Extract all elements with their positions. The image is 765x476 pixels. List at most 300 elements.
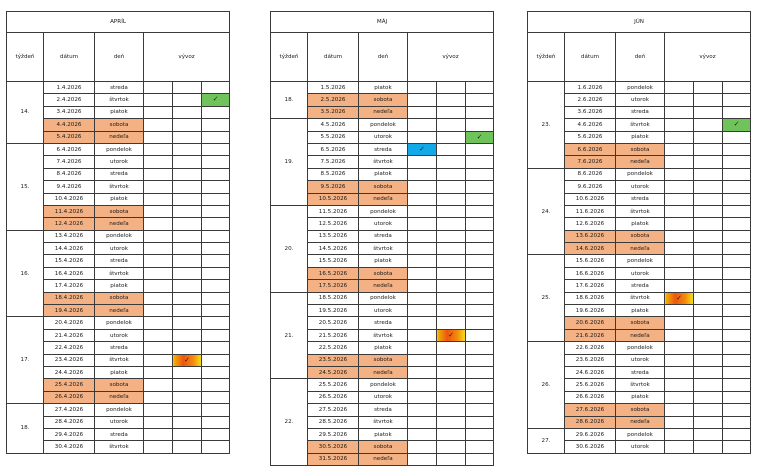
export-cell[interactable] bbox=[144, 94, 173, 106]
export-cell[interactable] bbox=[723, 280, 751, 292]
export-cell[interactable] bbox=[144, 156, 173, 168]
export-cell[interactable] bbox=[408, 243, 437, 255]
export-cell[interactable] bbox=[723, 354, 751, 366]
export-cell[interactable] bbox=[665, 416, 694, 428]
export-cell[interactable] bbox=[202, 404, 230, 416]
day-row bbox=[271, 292, 494, 304]
export-cell[interactable] bbox=[694, 255, 723, 267]
export-cell[interactable] bbox=[723, 441, 751, 453]
export-cell[interactable] bbox=[723, 305, 751, 317]
export-cell[interactable] bbox=[144, 354, 173, 366]
export-cell[interactable] bbox=[144, 342, 173, 354]
day-name-cell: nedeľa bbox=[95, 131, 144, 143]
export-cell[interactable] bbox=[202, 441, 230, 453]
export-cell[interactable] bbox=[173, 205, 202, 217]
export-cell[interactable] bbox=[665, 354, 694, 366]
export-cell[interactable] bbox=[466, 230, 494, 242]
export-cell[interactable] bbox=[723, 131, 751, 143]
export-cell[interactable] bbox=[408, 230, 437, 242]
export-cell[interactable] bbox=[144, 230, 173, 242]
export-cell[interactable] bbox=[466, 94, 494, 106]
export-cell[interactable] bbox=[437, 218, 466, 230]
export-cell[interactable] bbox=[437, 143, 466, 155]
export-cell[interactable] bbox=[665, 168, 694, 180]
export-cell[interactable] bbox=[202, 280, 230, 292]
checkmark-icon: ✓ bbox=[184, 355, 190, 364]
export-cell[interactable] bbox=[202, 255, 230, 267]
export-cell[interactable] bbox=[437, 404, 466, 416]
export-cell[interactable] bbox=[408, 379, 437, 391]
export-cell[interactable] bbox=[408, 218, 437, 230]
export-cell[interactable] bbox=[466, 292, 494, 304]
export-cell[interactable] bbox=[408, 292, 437, 304]
export-cell[interactable] bbox=[173, 292, 202, 304]
export-cell[interactable] bbox=[466, 366, 494, 378]
export-cell[interactable] bbox=[723, 156, 751, 168]
date-cell: 19.4.2026 bbox=[44, 305, 95, 317]
date-cell: 13.4.2026 bbox=[44, 230, 95, 242]
export-cell[interactable] bbox=[694, 292, 723, 304]
date-cell: 22.4.2026 bbox=[44, 342, 95, 354]
export-cell[interactable] bbox=[466, 143, 494, 155]
export-cell[interactable] bbox=[723, 366, 751, 378]
export-cell[interactable] bbox=[694, 366, 723, 378]
export-cell[interactable] bbox=[665, 218, 694, 230]
export-cell[interactable] bbox=[665, 329, 694, 341]
export-cell[interactable] bbox=[144, 205, 173, 217]
export-cell[interactable] bbox=[694, 106, 723, 118]
export-cell[interactable] bbox=[408, 441, 437, 453]
export-cell[interactable] bbox=[437, 230, 466, 242]
export-cell[interactable] bbox=[694, 230, 723, 242]
export-cell[interactable] bbox=[694, 329, 723, 341]
export-cell[interactable] bbox=[437, 267, 466, 279]
export-cell[interactable] bbox=[202, 391, 230, 403]
export-cell[interactable] bbox=[723, 342, 751, 354]
export-cell[interactable] bbox=[466, 428, 494, 440]
export-cell[interactable] bbox=[437, 156, 466, 168]
export-cell[interactable] bbox=[694, 416, 723, 428]
export-cell[interactable] bbox=[408, 428, 437, 440]
export-cell[interactable] bbox=[466, 156, 494, 168]
export-cell[interactable] bbox=[665, 106, 694, 118]
export-cell[interactable] bbox=[665, 441, 694, 453]
export-cell-marked[interactable] bbox=[437, 329, 466, 341]
export-cell[interactable] bbox=[723, 205, 751, 217]
export-cell[interactable] bbox=[723, 168, 751, 180]
export-cell[interactable] bbox=[144, 428, 173, 440]
export-cell[interactable] bbox=[144, 119, 173, 131]
export-cell[interactable] bbox=[466, 255, 494, 267]
export-cell[interactable] bbox=[665, 255, 694, 267]
export-cell[interactable] bbox=[173, 82, 202, 94]
export-cell[interactable] bbox=[173, 404, 202, 416]
export-cell[interactable] bbox=[466, 354, 494, 366]
export-cell[interactable] bbox=[173, 143, 202, 155]
export-cell[interactable] bbox=[202, 267, 230, 279]
export-cell[interactable] bbox=[723, 255, 751, 267]
export-cell[interactable] bbox=[408, 131, 437, 143]
export-cell[interactable] bbox=[408, 366, 437, 378]
header-row bbox=[7, 33, 230, 82]
export-cell[interactable] bbox=[144, 193, 173, 205]
export-cell[interactable] bbox=[173, 416, 202, 428]
export-cell[interactable] bbox=[173, 342, 202, 354]
export-cell[interactable] bbox=[408, 453, 437, 465]
export-cell[interactable] bbox=[665, 404, 694, 416]
export-cell[interactable] bbox=[437, 82, 466, 94]
export-cell[interactable] bbox=[665, 156, 694, 168]
export-cell[interactable] bbox=[665, 205, 694, 217]
export-cell[interactable] bbox=[144, 416, 173, 428]
export-cell[interactable] bbox=[723, 218, 751, 230]
export-cell[interactable] bbox=[408, 329, 437, 341]
export-cell[interactable] bbox=[466, 218, 494, 230]
export-cell-marked[interactable] bbox=[202, 94, 230, 106]
export-cell[interactable] bbox=[723, 317, 751, 329]
export-cell[interactable] bbox=[173, 329, 202, 341]
export-cell[interactable] bbox=[466, 416, 494, 428]
export-cell[interactable] bbox=[408, 94, 437, 106]
export-cell[interactable] bbox=[437, 255, 466, 267]
export-cell[interactable] bbox=[694, 317, 723, 329]
export-cell[interactable] bbox=[723, 428, 751, 440]
export-cell[interactable] bbox=[694, 441, 723, 453]
export-cell[interactable] bbox=[723, 379, 751, 391]
export-cell[interactable] bbox=[665, 230, 694, 242]
export-cell[interactable] bbox=[466, 119, 494, 131]
date-cell: 14.5.2026 bbox=[308, 243, 359, 255]
export-cell[interactable] bbox=[144, 181, 173, 193]
export-cell[interactable] bbox=[144, 168, 173, 180]
date-cell: 6.5.2026 bbox=[308, 143, 359, 155]
export-cell[interactable] bbox=[202, 181, 230, 193]
export-cell[interactable] bbox=[723, 329, 751, 341]
export-cell[interactable] bbox=[144, 82, 173, 94]
day-name-cell: nedeľa bbox=[616, 156, 665, 168]
export-cell[interactable] bbox=[437, 119, 466, 131]
export-cell[interactable] bbox=[173, 305, 202, 317]
export-cell[interactable] bbox=[665, 94, 694, 106]
export-cell[interactable] bbox=[723, 416, 751, 428]
export-cell[interactable] bbox=[144, 366, 173, 378]
export-cell[interactable] bbox=[466, 329, 494, 341]
export-cell[interactable] bbox=[694, 305, 723, 317]
export-cell[interactable] bbox=[665, 305, 694, 317]
export-cell[interactable] bbox=[144, 255, 173, 267]
day-name-cell: nedeľa bbox=[359, 106, 408, 118]
export-cell[interactable] bbox=[723, 82, 751, 94]
export-cell[interactable] bbox=[437, 354, 466, 366]
export-cell[interactable] bbox=[466, 441, 494, 453]
export-cell[interactable] bbox=[665, 428, 694, 440]
export-cell[interactable] bbox=[665, 379, 694, 391]
export-cell-marked[interactable] bbox=[466, 131, 494, 143]
export-cell[interactable] bbox=[694, 218, 723, 230]
export-cell[interactable] bbox=[144, 404, 173, 416]
export-cell[interactable] bbox=[173, 391, 202, 403]
export-cell[interactable] bbox=[694, 391, 723, 403]
export-cell[interactable] bbox=[694, 156, 723, 168]
export-cell[interactable] bbox=[173, 428, 202, 440]
export-cell[interactable] bbox=[694, 379, 723, 391]
export-cell[interactable] bbox=[173, 255, 202, 267]
export-cell[interactable] bbox=[173, 94, 202, 106]
export-cell[interactable] bbox=[173, 243, 202, 255]
export-cell[interactable] bbox=[723, 391, 751, 403]
export-header: vývoz bbox=[408, 33, 494, 82]
export-cell[interactable] bbox=[723, 106, 751, 118]
export-cell[interactable] bbox=[437, 94, 466, 106]
export-cell[interactable] bbox=[202, 156, 230, 168]
day-name-cell: piatok bbox=[95, 280, 144, 292]
export-cell[interactable] bbox=[466, 181, 494, 193]
export-cell[interactable] bbox=[144, 379, 173, 391]
export-cell[interactable] bbox=[144, 218, 173, 230]
export-cell[interactable] bbox=[202, 131, 230, 143]
export-cell[interactable] bbox=[665, 366, 694, 378]
export-cell[interactable] bbox=[144, 106, 173, 118]
export-cell[interactable] bbox=[665, 342, 694, 354]
export-cell[interactable] bbox=[173, 181, 202, 193]
export-cell[interactable] bbox=[437, 280, 466, 292]
export-cell[interactable] bbox=[173, 317, 202, 329]
month-title-row bbox=[528, 12, 751, 33]
export-cell[interactable] bbox=[665, 280, 694, 292]
export-cell[interactable] bbox=[694, 205, 723, 217]
export-cell[interactable] bbox=[437, 181, 466, 193]
export-cell[interactable] bbox=[723, 404, 751, 416]
export-cell[interactable] bbox=[202, 379, 230, 391]
date-cell: 22.5.2026 bbox=[308, 342, 359, 354]
export-cell[interactable] bbox=[665, 119, 694, 131]
export-cell[interactable] bbox=[408, 106, 437, 118]
export-cell[interactable] bbox=[173, 193, 202, 205]
export-cell[interactable] bbox=[408, 205, 437, 217]
export-cell[interactable] bbox=[173, 441, 202, 453]
export-cell[interactable] bbox=[437, 131, 466, 143]
day-row bbox=[7, 317, 230, 329]
export-cell[interactable] bbox=[466, 391, 494, 403]
export-cell[interactable] bbox=[665, 317, 694, 329]
export-cell[interactable] bbox=[173, 230, 202, 242]
export-cell[interactable] bbox=[437, 416, 466, 428]
export-cell[interactable] bbox=[437, 193, 466, 205]
export-cell[interactable] bbox=[173, 156, 202, 168]
export-cell[interactable] bbox=[202, 354, 230, 366]
export-cell[interactable] bbox=[694, 181, 723, 193]
date-cell: 8.6.2026 bbox=[565, 168, 616, 180]
export-cell[interactable] bbox=[202, 428, 230, 440]
export-cell[interactable] bbox=[408, 255, 437, 267]
export-cell[interactable] bbox=[694, 428, 723, 440]
export-cell[interactable] bbox=[408, 416, 437, 428]
export-cell[interactable] bbox=[202, 218, 230, 230]
export-cell[interactable] bbox=[665, 131, 694, 143]
export-cell[interactable] bbox=[694, 94, 723, 106]
export-cell[interactable] bbox=[437, 243, 466, 255]
export-cell[interactable] bbox=[694, 342, 723, 354]
export-cell[interactable] bbox=[144, 131, 173, 143]
export-cell[interactable] bbox=[466, 342, 494, 354]
export-cell[interactable] bbox=[694, 280, 723, 292]
export-cell[interactable] bbox=[694, 267, 723, 279]
export-cell[interactable] bbox=[144, 292, 173, 304]
export-cell[interactable] bbox=[437, 441, 466, 453]
day-name-cell: utorok bbox=[359, 391, 408, 403]
export-cell[interactable] bbox=[466, 106, 494, 118]
export-cell[interactable] bbox=[202, 317, 230, 329]
export-cell[interactable] bbox=[466, 168, 494, 180]
export-cell[interactable] bbox=[466, 317, 494, 329]
day-name-cell: utorok bbox=[359, 305, 408, 317]
export-cell[interactable] bbox=[694, 131, 723, 143]
export-cell[interactable] bbox=[665, 82, 694, 94]
export-cell[interactable] bbox=[437, 453, 466, 465]
export-cell[interactable] bbox=[437, 205, 466, 217]
export-cell[interactable] bbox=[144, 280, 173, 292]
export-cell[interactable] bbox=[723, 267, 751, 279]
export-cell[interactable] bbox=[723, 193, 751, 205]
export-cell[interactable] bbox=[173, 280, 202, 292]
export-cell[interactable] bbox=[466, 305, 494, 317]
export-cell[interactable] bbox=[437, 391, 466, 403]
export-cell[interactable] bbox=[437, 342, 466, 354]
export-cell[interactable] bbox=[723, 230, 751, 242]
export-cell[interactable] bbox=[437, 366, 466, 378]
export-cell[interactable] bbox=[173, 218, 202, 230]
export-cell[interactable] bbox=[408, 391, 437, 403]
export-cell[interactable] bbox=[466, 82, 494, 94]
export-cell[interactable] bbox=[144, 391, 173, 403]
export-cell[interactable] bbox=[665, 181, 694, 193]
export-cell[interactable] bbox=[202, 119, 230, 131]
export-cell[interactable] bbox=[694, 119, 723, 131]
export-cell[interactable] bbox=[173, 119, 202, 131]
export-cell[interactable] bbox=[437, 317, 466, 329]
export-cell[interactable] bbox=[665, 143, 694, 155]
export-cell[interactable] bbox=[173, 366, 202, 378]
export-cell[interactable] bbox=[665, 267, 694, 279]
export-cell[interactable] bbox=[466, 404, 494, 416]
export-cell[interactable] bbox=[466, 453, 494, 465]
export-cell[interactable] bbox=[437, 106, 466, 118]
export-cell[interactable] bbox=[144, 329, 173, 341]
export-cell[interactable] bbox=[408, 354, 437, 366]
export-cell[interactable] bbox=[723, 243, 751, 255]
export-cell[interactable] bbox=[694, 193, 723, 205]
export-cell[interactable] bbox=[694, 168, 723, 180]
export-cell[interactable] bbox=[202, 143, 230, 155]
export-cell[interactable] bbox=[144, 305, 173, 317]
export-cell[interactable] bbox=[173, 267, 202, 279]
export-cell[interactable] bbox=[144, 267, 173, 279]
day-name-cell: streda bbox=[616, 366, 665, 378]
export-cell[interactable] bbox=[202, 243, 230, 255]
export-cell[interactable] bbox=[437, 305, 466, 317]
export-cell[interactable] bbox=[408, 193, 437, 205]
export-cell[interactable] bbox=[144, 143, 173, 155]
export-cell[interactable] bbox=[408, 305, 437, 317]
export-cell[interactable] bbox=[665, 243, 694, 255]
export-cell[interactable] bbox=[466, 267, 494, 279]
export-cell[interactable] bbox=[202, 416, 230, 428]
day-name-cell: štvrtok bbox=[95, 267, 144, 279]
export-cell-marked[interactable] bbox=[665, 292, 694, 304]
export-cell[interactable] bbox=[408, 317, 437, 329]
export-cell[interactable] bbox=[466, 193, 494, 205]
export-cell[interactable] bbox=[665, 391, 694, 403]
export-cell[interactable] bbox=[466, 205, 494, 217]
export-cell[interactable] bbox=[408, 404, 437, 416]
export-cell[interactable] bbox=[202, 292, 230, 304]
export-cell[interactable] bbox=[202, 205, 230, 217]
export-cell[interactable] bbox=[202, 82, 230, 94]
export-cell[interactable] bbox=[202, 168, 230, 180]
export-cell[interactable] bbox=[408, 156, 437, 168]
export-cell[interactable] bbox=[437, 168, 466, 180]
export-cell[interactable] bbox=[665, 193, 694, 205]
export-cell[interactable] bbox=[408, 342, 437, 354]
export-cell-marked[interactable] bbox=[408, 143, 437, 155]
export-cell[interactable] bbox=[144, 243, 173, 255]
export-cell[interactable] bbox=[694, 143, 723, 155]
export-cell[interactable] bbox=[694, 82, 723, 94]
date-cell: 5.6.2026 bbox=[565, 131, 616, 143]
date-cell: 29.6.2026 bbox=[565, 428, 616, 440]
date-cell: 26.6.2026 bbox=[565, 391, 616, 403]
export-cell[interactable] bbox=[466, 243, 494, 255]
export-cell[interactable] bbox=[723, 94, 751, 106]
export-cell[interactable] bbox=[466, 379, 494, 391]
export-cell[interactable] bbox=[202, 193, 230, 205]
export-cell[interactable] bbox=[408, 168, 437, 180]
export-cell[interactable] bbox=[202, 366, 230, 378]
export-cell[interactable] bbox=[408, 82, 437, 94]
day-name-cell: pondelok bbox=[616, 428, 665, 440]
export-cell[interactable] bbox=[723, 143, 751, 155]
export-cell[interactable] bbox=[723, 292, 751, 304]
export-cell[interactable] bbox=[408, 119, 437, 131]
export-cell[interactable] bbox=[437, 428, 466, 440]
export-cell[interactable] bbox=[202, 342, 230, 354]
export-cell[interactable] bbox=[408, 181, 437, 193]
export-cell[interactable] bbox=[173, 106, 202, 118]
export-cell[interactable] bbox=[173, 131, 202, 143]
export-cell[interactable] bbox=[437, 379, 466, 391]
export-cell[interactable] bbox=[144, 441, 173, 453]
export-cell[interactable] bbox=[144, 317, 173, 329]
export-cell[interactable] bbox=[723, 181, 751, 193]
export-cell[interactable] bbox=[408, 280, 437, 292]
export-cell[interactable] bbox=[694, 354, 723, 366]
export-cell[interactable] bbox=[694, 404, 723, 416]
export-cell[interactable] bbox=[202, 305, 230, 317]
export-cell[interactable] bbox=[694, 243, 723, 255]
export-cell[interactable] bbox=[173, 168, 202, 180]
export-cell[interactable] bbox=[466, 280, 494, 292]
date-cell: 30.5.2026 bbox=[308, 441, 359, 453]
export-cell[interactable] bbox=[202, 329, 230, 341]
export-cell[interactable] bbox=[437, 292, 466, 304]
date-cell: 11.5.2026 bbox=[308, 205, 359, 217]
export-cell[interactable] bbox=[173, 379, 202, 391]
export-cell[interactable] bbox=[202, 106, 230, 118]
export-cell-marked[interactable] bbox=[173, 354, 202, 366]
export-cell[interactable] bbox=[202, 230, 230, 242]
export-cell-marked[interactable] bbox=[723, 119, 751, 131]
export-cell[interactable] bbox=[408, 267, 437, 279]
